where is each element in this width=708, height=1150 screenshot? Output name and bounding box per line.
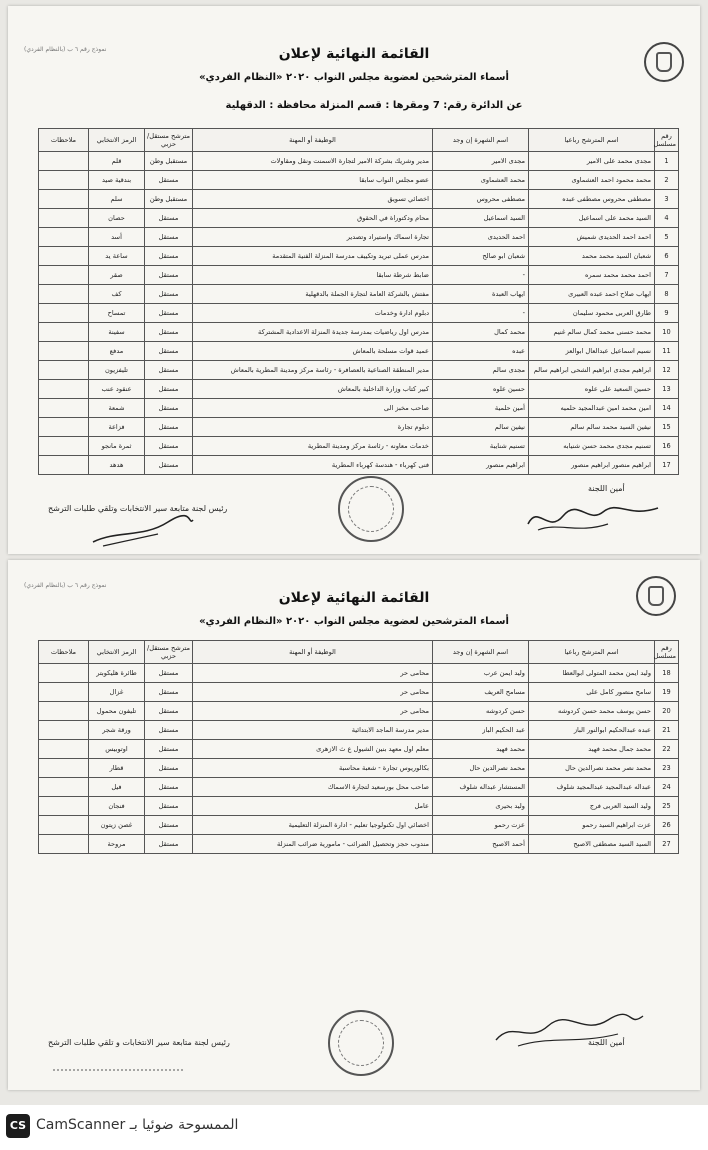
cell-job: صاحب محل بورسعيد لتجارة الاسماك (193, 778, 433, 797)
cell-job: محامى حر (193, 702, 433, 721)
cell-name: ايهاب صلاح احمد عبده العبيرى (529, 285, 655, 304)
header-type: مترشح مستقل/حزبي (145, 641, 193, 664)
cell-notes (39, 323, 89, 342)
cell-name: سامح منصور كامل على (529, 683, 655, 702)
cell-name: وليد السيد العربى فرج (529, 797, 655, 816)
cell-name: نيفين السيد محمد سالم سالم (529, 418, 655, 437)
cell-symbol: حصان (89, 209, 145, 228)
cell-type: مستقل (145, 835, 193, 854)
cell-serial: 1 (655, 152, 679, 171)
cell-job: مدرس عملى تبريد وتكييف مدرسة المنزلة الفنية المتقدمة (193, 247, 433, 266)
cell-alias: مصطفى محروس (433, 190, 529, 209)
cell-name: شعبان السيد محمد محمد (529, 247, 655, 266)
cell-name: محمد نصر محمد نصرالدين حال (529, 759, 655, 778)
cell-symbol: فنجان (89, 797, 145, 816)
cell-job: فنى كهرباء - هندسة كهرباء المطرية (193, 456, 433, 475)
cell-symbol: قلم (89, 152, 145, 171)
cell-type: مستقل (145, 664, 193, 683)
cell-type: مستقل (145, 778, 193, 797)
cell-serial: 23 (655, 759, 679, 778)
cell-alias: عبد الحكيم الباز (433, 721, 529, 740)
cell-type: مستقبل وطن (145, 190, 193, 209)
cell-alias: مجدى الامير (433, 152, 529, 171)
cell-symbol: فيل (89, 778, 145, 797)
cell-notes (39, 437, 89, 456)
cell-serial: 6 (655, 247, 679, 266)
table-row (39, 266, 679, 285)
cell-serial: 17 (655, 456, 679, 475)
cell-type: مستقل (145, 399, 193, 418)
header-notes: ملاحظات (39, 129, 89, 152)
cell-serial: 20 (655, 702, 679, 721)
header-serial: رقم مسلسل (655, 641, 679, 664)
cell-alias: تسنيم شنايبة (433, 437, 529, 456)
cell-serial: 11 (655, 342, 679, 361)
cell-job: محامى حر (193, 683, 433, 702)
cell-job: عميد قوات مسلحة بالمعاش (193, 342, 433, 361)
cell-alias: مجدى سالم (433, 361, 529, 380)
cell-alias: محمد نصرالدين حال (433, 759, 529, 778)
cell-notes (39, 418, 89, 437)
cell-alias: السيد اسماعيل (433, 209, 529, 228)
header-alias: اسم الشهرة إن وجد (433, 641, 529, 664)
header-name: اسم المترشح رباعيا (529, 641, 655, 664)
cell-alias: ابراهيم منصور (433, 456, 529, 475)
cell-symbol: سلم (89, 190, 145, 209)
cell-symbol: كف (89, 285, 145, 304)
candidates-table-1 (38, 128, 679, 475)
announcement-sheet-2 (8, 560, 700, 1090)
cell-name: حسين السعيد على علوه (529, 380, 655, 399)
cell-job: كبير كتاب وزارة الداخلية بالمعاش (193, 380, 433, 399)
cell-symbol: تليفزيون (89, 361, 145, 380)
cell-job: اخصائي تسويق (193, 190, 433, 209)
header-type: مترشح مستقل/حزبي (145, 129, 193, 152)
camscanner-logo-icon: CS (6, 1114, 30, 1138)
committee-secretary-label: أمين اللجنة (588, 1038, 625, 1047)
cell-name: عزت ابراهيم السيد رحمو (529, 816, 655, 835)
secretary-signature (488, 1000, 648, 1052)
cell-notes (39, 778, 89, 797)
cell-serial: 18 (655, 664, 679, 683)
cell-symbol: اوتوبيس (89, 740, 145, 759)
cell-name: مصطفى محروس مصطفى عبده (529, 190, 655, 209)
cell-serial: 2 (655, 171, 679, 190)
district-info (8, 100, 700, 111)
header-notes: ملاحظات (39, 641, 89, 664)
cell-serial: 16 (655, 437, 679, 456)
cell-symbol: ورقة شجر (89, 721, 145, 740)
cell-symbol: تمساح (89, 304, 145, 323)
cell-type: مستقل (145, 683, 193, 702)
cell-type: مستقل (145, 171, 193, 190)
cell-name: حسن يوسف محمد حسن كردوشه (529, 702, 655, 721)
cell-alias: ايهاب العبدة (433, 285, 529, 304)
cell-type: مستقل (145, 266, 193, 285)
table-row (39, 816, 679, 835)
header-symbol: الرمز الانتخابي (89, 641, 145, 664)
cell-type: مستقبل وطن (145, 152, 193, 171)
cell-notes (39, 797, 89, 816)
cell-name: محمد محمود احمد العشماوى (529, 171, 655, 190)
cell-symbol: غصن زيتون (89, 816, 145, 835)
table-row (39, 418, 679, 437)
cell-name: مجدى محمد على الامير (529, 152, 655, 171)
cell-symbol: مدفع (89, 342, 145, 361)
cell-job: مدير مدرسة الماجد الابتدائية (193, 721, 433, 740)
cell-notes (39, 721, 89, 740)
cell-serial: 3 (655, 190, 679, 209)
cell-serial: 26 (655, 816, 679, 835)
cell-alias: محمد كمال (433, 323, 529, 342)
cell-job: دبلوم ادارة وخدمات (193, 304, 433, 323)
table-row (39, 399, 679, 418)
cell-notes (39, 835, 89, 854)
cell-serial: 24 (655, 778, 679, 797)
header-job: الوظيفة أو المهنة (193, 641, 433, 664)
cell-job: تجارة اسماك واستيراد وتصدير (193, 228, 433, 247)
cell-notes (39, 361, 89, 380)
cell-alias: - (433, 304, 529, 323)
cell-job: مدرس اول رياضيات بمدرسة جديدة المنزلة الاعدادية المشتركة (193, 323, 433, 342)
cell-name: نسيم اسماعيل عبدالعال ابوالعز (529, 342, 655, 361)
cell-name: ابراهيم مجدى ابراهيم الشحى ابراهيم سالم (529, 361, 655, 380)
cell-alias: شعبان ابو صالح (433, 247, 529, 266)
cell-alias: محمد فهيد (433, 740, 529, 759)
table-row (39, 342, 679, 361)
head-signature-line (48, 1060, 188, 1080)
cell-alias: محمد العشماوى (433, 171, 529, 190)
cell-serial: 14 (655, 399, 679, 418)
cell-symbol: تليفون محمول (89, 702, 145, 721)
cell-name: ابراهيم منصور ابراهيم منصور (529, 456, 655, 475)
table-row (39, 304, 679, 323)
cell-type: مستقل (145, 418, 193, 437)
cell-notes (39, 247, 89, 266)
cell-job: محام ودكتوراة في الحقوق (193, 209, 433, 228)
header-job: الوظيفة أو المهنة (193, 129, 433, 152)
table-row (39, 380, 679, 399)
cell-notes (39, 456, 89, 475)
cell-symbol: صقر (89, 266, 145, 285)
cell-type: مستقل (145, 247, 193, 266)
table-row (39, 721, 679, 740)
cell-symbol: سفينة (89, 323, 145, 342)
cell-serial: 8 (655, 285, 679, 304)
header-symbol: الرمز الانتخابي (89, 129, 145, 152)
cell-name: احمد محمد محمد سمره (529, 266, 655, 285)
cell-job: مفتش بالشركة العامة لتجارة الجملة بالدقهلية (193, 285, 433, 304)
page-title: القائمة النهائية لإعلان (278, 590, 430, 606)
cell-type: مستقل (145, 380, 193, 399)
cell-serial: 25 (655, 797, 679, 816)
cell-name: السيد السيد مصطفى الاصبح (529, 835, 655, 854)
cell-symbol: هدهد (89, 456, 145, 475)
cell-serial: 10 (655, 323, 679, 342)
cell-symbol: أسد (89, 228, 145, 247)
cell-serial: 27 (655, 835, 679, 854)
cell-job: مدير المنطقة الصناعية بالعصافرة - رئاسة مركز ومدينة المطرية بالمعاش (193, 361, 433, 380)
cell-notes (39, 266, 89, 285)
cell-job: محامى حر (193, 664, 433, 683)
cell-job: معلم اول معهد بنين الشيول ع ث الازهرى (193, 740, 433, 759)
page-subtitle: أسماء المترشحين لعضوية مجلس النواب ٢٠٢٠ «النظام الفردي» (199, 616, 509, 627)
cell-name: عبداله عبدالمجيد عبدالمجيد شلوف (529, 778, 655, 797)
table-header-row (39, 641, 679, 664)
cell-notes (39, 380, 89, 399)
cell-alias: وليد ايمن عرب (433, 664, 529, 683)
cell-notes (39, 228, 89, 247)
camscanner-text: الممسوحة ضوئيا بـ CamScanner (36, 1117, 239, 1133)
cell-alias: وليد بحيرى (433, 797, 529, 816)
cell-symbol: فزاعة (89, 418, 145, 437)
announcement-sheet-1 (8, 6, 700, 554)
cell-name: طارق العربى محمود سليمان (529, 304, 655, 323)
cell-serial: 7 (655, 266, 679, 285)
cell-type: مستقل (145, 797, 193, 816)
cell-serial: 15 (655, 418, 679, 437)
cell-type: مستقل (145, 361, 193, 380)
cell-symbol: قطار (89, 759, 145, 778)
cell-type: مستقل (145, 456, 193, 475)
table-row (39, 285, 679, 304)
form-number-note: (نموذج رقم ٦ ب (بالنظام الفردي (24, 582, 107, 589)
cell-type: مستقل (145, 816, 193, 835)
table-row (39, 171, 679, 190)
cell-name: عبده عبدالحكيم ابوالنور الباز (529, 721, 655, 740)
cell-job: عامل (193, 797, 433, 816)
cell-name: السيد محمد على اسماعيل (529, 209, 655, 228)
cell-job: اخصائي اول تكنولوجيا تعليم - ادارة المنزلة التعليمية (193, 816, 433, 835)
committee-secretary-label: أمين اللجنة (588, 484, 625, 493)
cell-name: محمد جمال محمد فهيد (529, 740, 655, 759)
table-row (39, 683, 679, 702)
table-row (39, 702, 679, 721)
cell-type: مستقل (145, 740, 193, 759)
cell-notes (39, 683, 89, 702)
cell-name: محمد حسنى محمد كمال سالم غنيم (529, 323, 655, 342)
cell-name: احمد احمد الحديدى شميش (529, 228, 655, 247)
cell-job: دبلوم تجارة (193, 418, 433, 437)
cell-type: مستقل (145, 702, 193, 721)
cell-notes (39, 702, 89, 721)
secretary-signature (518, 494, 668, 540)
cell-serial: 19 (655, 683, 679, 702)
cell-job: خدمات معاونه - رئاسة مركز ومدينة المطرية (193, 437, 433, 456)
cell-symbol: بندقية صيد (89, 171, 145, 190)
cell-alias: حسن كردوشه (433, 702, 529, 721)
cell-name: امين محمد امين عبدالمجيد حلميه (529, 399, 655, 418)
cell-type: مستقل (145, 721, 193, 740)
cell-notes (39, 740, 89, 759)
cell-type: مستقل (145, 759, 193, 778)
cell-name: وليد ايمن محمد المتولى ابوالعطا (529, 664, 655, 683)
header-alias: اسم الشهرة إن وجد (433, 129, 529, 152)
cell-job: بكالوريوس تجارة - شعبة محاسبة (193, 759, 433, 778)
table-row (39, 835, 679, 854)
cell-serial: 5 (655, 228, 679, 247)
cell-symbol: عنقود عنب (89, 380, 145, 399)
head-signature (88, 512, 198, 552)
table-row (39, 361, 679, 380)
cell-alias: عزت رحمو (433, 816, 529, 835)
cell-name: تسنيم مجدى محمد حسن شنيابه (529, 437, 655, 456)
cell-notes (39, 304, 89, 323)
cell-serial: 12 (655, 361, 679, 380)
cell-type: مستقل (145, 437, 193, 456)
committee-head-label: رئيس لجنة متابعة سير الانتخابات و تلقي طلبات الترشح (48, 1038, 230, 1047)
cell-alias: عبده (433, 342, 529, 361)
cell-serial: 4 (655, 209, 679, 228)
table-row (39, 664, 679, 683)
table-row (39, 190, 679, 209)
cell-notes (39, 399, 89, 418)
cell-job: مندوب حجز وتحصيل الضرائب - مامورية ضرائب المنزلة (193, 835, 433, 854)
cell-job: مدير وشريك بشركة الامير لتجارة الاسمنت ونقل ومقاولات (193, 152, 433, 171)
cell-serial: 13 (655, 380, 679, 399)
cell-alias: المستشار عبداله شلوف (433, 778, 529, 797)
table-row (39, 247, 679, 266)
form-number-note: (نموذج رقم ٦ ب (بالنظام الفردي (24, 46, 107, 53)
page-subtitle: أسماء المترشحين لعضوية مجلس النواب ٢٠٢٠ «النظام الفردي» (199, 72, 509, 83)
cell-symbol: طائرة هليكوبتر (89, 664, 145, 683)
cell-alias: أحمد الاصبح (433, 835, 529, 854)
cell-notes (39, 152, 89, 171)
cell-type: مستقل (145, 209, 193, 228)
cell-alias: احمد الحديدى (433, 228, 529, 247)
table-row (39, 437, 679, 456)
cell-notes (39, 759, 89, 778)
table-row (39, 456, 679, 475)
cell-notes (39, 342, 89, 361)
cell-job: عضو مجلس النواب سابقا (193, 171, 433, 190)
official-stamp (338, 476, 404, 542)
cell-alias: مسامح العريف (433, 683, 529, 702)
table-row (39, 797, 679, 816)
cell-symbol: ثمرة مانجو (89, 437, 145, 456)
cell-notes (39, 285, 89, 304)
header-serial: رقم مسلسل (655, 129, 679, 152)
page-title: القائمة النهائية لإعلان (278, 46, 430, 62)
table-row (39, 740, 679, 759)
cell-notes (39, 816, 89, 835)
camscanner-footer (0, 1105, 708, 1150)
cell-serial: 9 (655, 304, 679, 323)
cell-type: مستقل (145, 228, 193, 247)
cell-notes (39, 171, 89, 190)
table-row (39, 759, 679, 778)
cell-alias: أمين حلمية (433, 399, 529, 418)
cell-notes (39, 664, 89, 683)
cell-notes (39, 209, 89, 228)
table-row (39, 778, 679, 797)
cell-job: ضابط شرطة سابقا (193, 266, 433, 285)
cell-type: مستقل (145, 304, 193, 323)
cell-type: مستقل (145, 323, 193, 342)
table-row (39, 209, 679, 228)
table-row (39, 323, 679, 342)
table-row (39, 228, 679, 247)
cell-type: مستقل (145, 342, 193, 361)
cell-type: مستقل (145, 285, 193, 304)
cell-alias: حسين علوه (433, 380, 529, 399)
committee-head-label: رئيس لجنة متابعة سير الانتخابات وتلقي طلبات الترشح (48, 504, 228, 513)
cell-symbol: مروحة (89, 835, 145, 854)
cell-job: صاحب مخبز الى (193, 399, 433, 418)
cell-alias: نيفين سالم (433, 418, 529, 437)
cell-symbol: ساعة يد (89, 247, 145, 266)
header-name: اسم المترشح رباعيا (529, 129, 655, 152)
cell-alias: - (433, 266, 529, 285)
district-label: عن الدائرة رقم: 7 ومقرها : قسم المنزلة محافظة : الدقهلية (225, 100, 523, 111)
table-header-row (39, 129, 679, 152)
cell-serial: 21 (655, 721, 679, 740)
cell-notes (39, 190, 89, 209)
cell-symbol: غزال (89, 683, 145, 702)
table-row (39, 152, 679, 171)
cell-symbol: شمعة (89, 399, 145, 418)
official-stamp (328, 1010, 394, 1076)
candidates-table-2 (38, 640, 679, 854)
cell-serial: 22 (655, 740, 679, 759)
